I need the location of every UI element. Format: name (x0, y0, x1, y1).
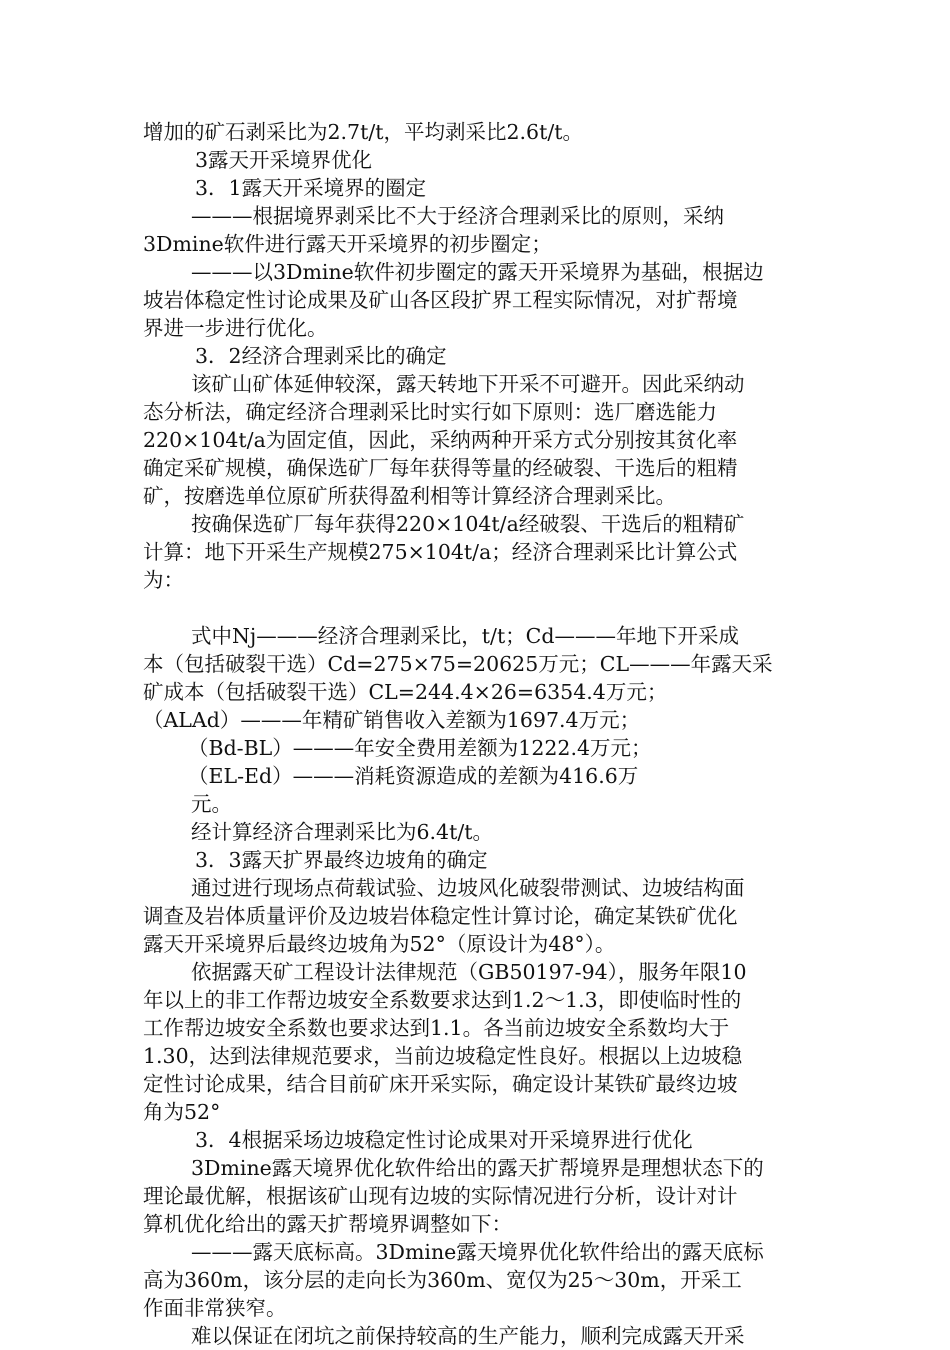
text-line: ———露天底标高。3Dmine露天境界优化软件给出的露天底标 (191, 1240, 764, 1264)
text-line: 矿成本（包括破裂干选）CL=244.4×26=6354.4万元； (143, 680, 668, 704)
text-line: 年以上的非工作帮边坡安全系数要求达到1.2～1.3，即使临时性的 (143, 988, 742, 1012)
text-line: 式中Nj———经济合理剥采比，t/t；Cd———年地下开采成 (191, 624, 739, 648)
subsection-heading: 3．4根据采场边坡稳定性讨论成果对开采境界进行优化 (195, 1128, 693, 1152)
text-line: 确定采矿规模，确保选矿厂每年获得等量的经破裂、干选后的粗精 (143, 456, 738, 480)
text-line: 220×104t/a为固定值，因此，采纳两种开采方式分别按其贫化率 (143, 428, 738, 452)
text-line: 高为360m，该分层的走向长为360m、宽仅为25～30m，开采工 (143, 1268, 742, 1292)
text-line: 定性讨论成果，结合目前矿床开采实际，确定设计某铁矿最终边坡 (143, 1072, 738, 1096)
text-line: 调查及岩体质量评价及边坡岩体稳定性计算讨论，确定某铁矿优化 (143, 904, 738, 928)
subsection-heading: 3．3露天扩界最终边坡角的确定 (195, 848, 488, 872)
text-line: 矿，按磨选单位原矿所获得盈利相等计算经济合理剥采比。 (143, 484, 676, 508)
text-line: 角为52° (143, 1100, 221, 1124)
text-line: 理论最优解，根据该矿山现有边坡的实际情况进行分析，设计对计 (143, 1184, 738, 1208)
text-line: 露天开采境界后最终边坡角为52°（原设计为48°）。 (143, 932, 616, 956)
text-line: 难以保证在闭坑之前保持较高的生产能力，顺利完成露天开采 (191, 1324, 745, 1348)
text-line: 3Dmine软件进行露天开采境界的初步圈定； (143, 232, 552, 256)
subsection-heading: 3．1露天开采境界的圈定 (195, 176, 427, 200)
text-line: 为： (143, 568, 184, 592)
text-line: 增加的矿石剥采比为2.7t/t，平均剥采比2.6t/t。 (143, 120, 583, 144)
text-line: 3Dmine露天境界优化软件给出的露天扩帮境界是理想状态下的 (191, 1156, 764, 1180)
text-line: 算机优化给出的露天扩帮境界调整如下： (143, 1212, 512, 1236)
text-line: ———根据境界剥采比不大于经济合理剥采比的原则，采纳 (191, 204, 724, 228)
text-line: （EL-Ed）———消耗资源造成的差额为416.6万 (188, 764, 639, 788)
text-line: 按确保选矿厂每年获得220×104t/a经破裂、干选后的粗精矿 (191, 512, 745, 536)
text-line: 元。 (191, 792, 232, 816)
document-body (143, 118, 808, 1350)
text-line: 界进一步进行优化。 (143, 316, 328, 340)
text-line: 该矿山矿体延伸较深，露天转地下开采不可避开。因此采纳动 (191, 372, 745, 396)
blank-line (143, 594, 808, 622)
text-line: 计算：地下开采生产规模275×104t/a；经济合理剥采比计算公式 (143, 540, 738, 564)
text-line: 依据露天矿工程设计法律规范（GB50197-94），服务年限10 (191, 960, 747, 984)
text-line: 通过进行现场点荷载试验、边坡风化破裂带测试、边坡结构面 (191, 876, 745, 900)
text-line: 坡岩体稳定性讨论成果及矿山各区段扩界工程实际情况，对扩帮境 (143, 288, 738, 312)
text-line: ———以3Dmine软件初步圈定的露天开采境界为基础，根据边 (191, 260, 764, 284)
text-line: 工作帮边坡安全系数也要求达到1.1。各当前边坡安全系数均大于 (143, 1016, 730, 1040)
text-line: 作面非常狭窄。 (143, 1296, 287, 1320)
section-heading: 3露天开采境界优化 (195, 148, 373, 172)
text-line: 态分析法，确定经济合理剥采比时实行如下原则：选厂磨选能力 (143, 400, 717, 424)
text-line: 1.30，达到法律规范要求，当前边坡稳定性良好。根据以上边坡稳 (143, 1044, 743, 1068)
text-line: 本（包括破裂干选）Cd=275×75=20625万元；CL———年露天采 (143, 652, 773, 676)
subsection-heading: 3．2经济合理剥采比的确定 (195, 344, 447, 368)
text-line: （Bd-BL）———年安全费用差额为1222.4万元； (188, 736, 652, 760)
text-line: 经计算经济合理剥采比为6.4t/t。 (191, 820, 493, 844)
text-line: （ALAd）———年精矿销售收入差额为1697.4万元； (143, 708, 641, 732)
